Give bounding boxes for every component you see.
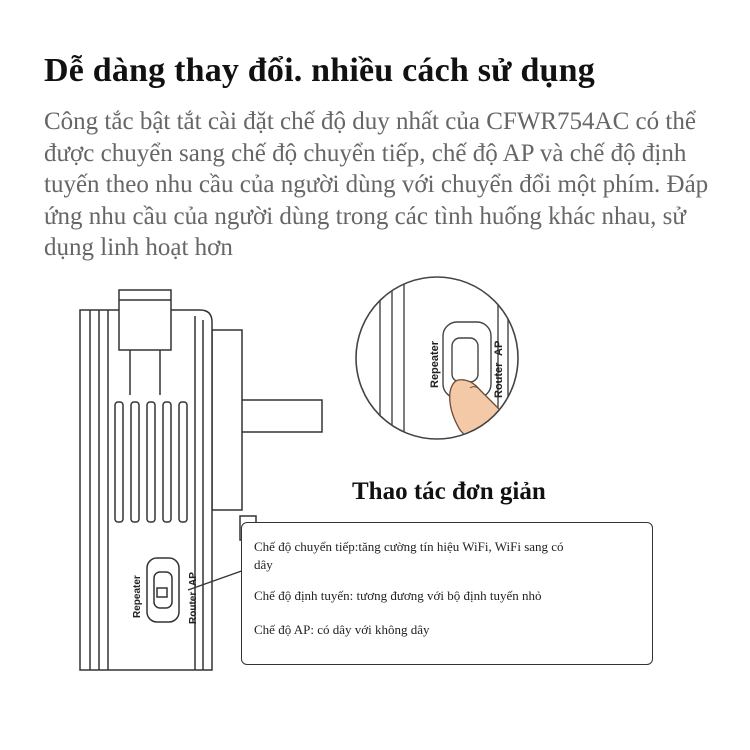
zoom-label-ap: AP bbox=[493, 340, 505, 356]
mode-repeater-text: Chế độ chuyển tiếp:tăng cường tín hiệu WiFi, WiFi sang có dây bbox=[254, 539, 564, 572]
zoom-label-repeater: Repeater bbox=[429, 340, 441, 388]
switch-label-ap: AP bbox=[188, 572, 199, 586]
zoom-label-router: Router bbox=[493, 362, 505, 398]
page-title: Dễ dàng thay đổi. nhiều cách sử dụng bbox=[44, 52, 595, 89]
mode-info-box bbox=[241, 522, 653, 665]
switch-label-repeater: Repeater bbox=[132, 575, 143, 618]
antenna bbox=[119, 290, 171, 350]
description-text: Công tắc bật tắt cài đặt chế độ duy nhất của CFWR754AC có thể được chuyển sang chế độ chuyển tiếp, chế độ AP và chế độ định tuyến theo nhu cầu của người dùng với chuyển đổi một phím. Đáp ứng nhu cầu của người dùng trong các tình huống khác nhau, sử dụng linh hoạt hơn bbox=[44, 108, 709, 261]
mode-router-text: Chế độ định tuyến: tương đương với bộ định tuyến nhỏ bbox=[254, 588, 542, 603]
subtitle: Thao tác đơn giản bbox=[352, 478, 546, 505]
mode-ap-text: Chế độ AP: có dây với không dây bbox=[254, 622, 430, 637]
switch-label-router: Router bbox=[188, 591, 199, 624]
plug-base bbox=[212, 330, 242, 510]
